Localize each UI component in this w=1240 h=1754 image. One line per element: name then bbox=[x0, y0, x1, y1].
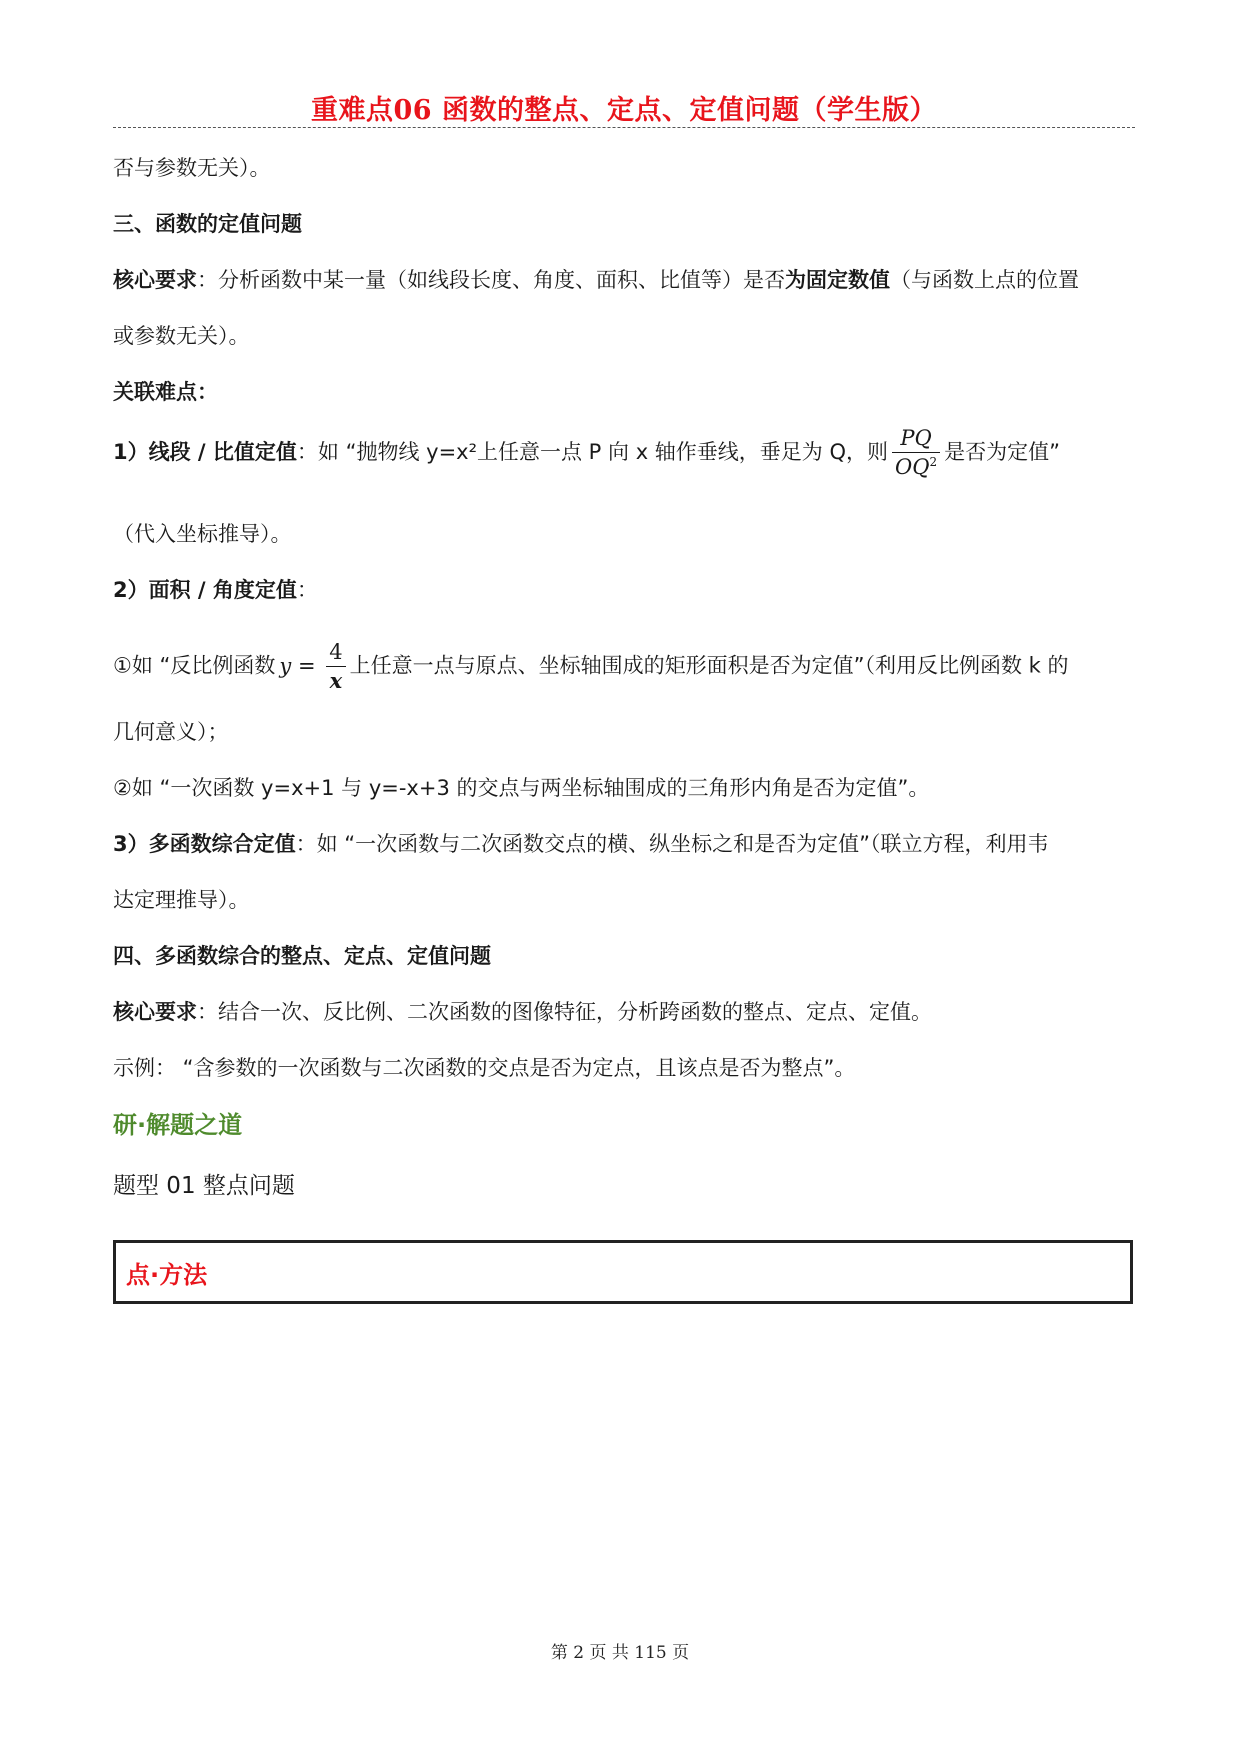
text-line: （代入坐标推导）。 bbox=[113, 522, 292, 546]
fraction-denominator bbox=[892, 453, 940, 478]
page-footer: 第 2 页 共 115 页 bbox=[550, 1643, 690, 1663]
point-1-text-b: 是否为定值” bbox=[944, 440, 1060, 464]
fraction-numerator: PQ bbox=[892, 428, 940, 453]
method-box bbox=[113, 1240, 1133, 1304]
text-line: 达定理推导）。 bbox=[113, 888, 250, 912]
section-heading-4: 四、多函数综合的整点、定点、定值问题 bbox=[113, 944, 491, 968]
related-difficulty-label: 关联难点： bbox=[113, 380, 218, 404]
point-2a-text-b: 上任意一点与原点、坐标轴围成的矩形面积是否为定值”（利用反比例函数 k 的 bbox=[349, 653, 1069, 678]
point-2a bbox=[113, 642, 1068, 691]
core-label: 核心要求 bbox=[113, 268, 197, 292]
core-bold-text: 为固定数值 bbox=[785, 268, 890, 292]
fraction-pq-oq2 bbox=[892, 428, 940, 478]
point-2 bbox=[113, 575, 318, 605]
text-line: 几何意义）； bbox=[113, 720, 229, 744]
method-box-title: 点·方法 bbox=[126, 1261, 208, 1289]
math-equals: = bbox=[291, 653, 323, 678]
core-label: 核心要求 bbox=[113, 1000, 197, 1024]
exponent: 2 bbox=[929, 455, 938, 469]
point-3-text: ：如 “一次函数与二次函数交点的横、纵坐标之和是否为定值”（联立方程，利用韦 bbox=[295, 832, 1049, 856]
header-divider bbox=[113, 127, 1135, 128]
fraction-numerator: 4 bbox=[326, 642, 345, 667]
math-y: y bbox=[279, 653, 292, 678]
core-text-a: ：分析函数中某一量（如线段长度、角度、面积、比值等）是否 bbox=[197, 268, 785, 292]
point-1 bbox=[113, 428, 1060, 478]
core-requirement-1 bbox=[113, 265, 1079, 295]
example-line: 示例： “含参数的一次函数与二次函数的交点是否为定点，且该点是否为整点”。 bbox=[113, 1056, 856, 1080]
point-2-label: 2）面积 / 角度定值 bbox=[113, 578, 297, 602]
question-type-title: 题型 01 整点问题 bbox=[113, 1173, 295, 1199]
core-requirement-2 bbox=[113, 997, 932, 1027]
section-heading-3: 三、函数的定值问题 bbox=[113, 212, 302, 236]
point-1-text-a: ：如 “抛物线 y=x²上任意一点 P 向 x 轴作垂线，垂足为 Q，则 bbox=[296, 440, 889, 464]
point-1-label: 1）线段 / 比值定值 bbox=[113, 440, 297, 464]
fraction-4-over-x bbox=[326, 642, 345, 691]
core-text: ：结合一次、反比例、二次函数的图像特征，分析跨函数的整点、定点、定值。 bbox=[197, 1000, 932, 1024]
point-3-label: 3）多函数综合定值 bbox=[113, 832, 296, 856]
research-heading: 研·解题之道 bbox=[113, 1111, 243, 1139]
point-2-colon: ： bbox=[296, 578, 318, 602]
fraction-denominator: x bbox=[329, 668, 343, 693]
core-text-b: （与函数上点的位置 bbox=[890, 268, 1079, 292]
text-line: 否与参数无关）。 bbox=[113, 156, 271, 180]
denominator-text: OQ bbox=[895, 455, 930, 479]
point-3 bbox=[113, 829, 1049, 859]
point-2b: ②如 “一次函数 y=x+1 与 y=-x+3 的交点与两坐标轴围成的三角形内角是否为定值”。 bbox=[113, 776, 930, 800]
document-title: 重难点06 函数的整点、定点、定值问题（学生版） bbox=[311, 95, 937, 126]
point-2a-text-a: ①如 “反比例函数 bbox=[113, 653, 276, 678]
text-line: 或参数无关）。 bbox=[113, 324, 250, 348]
